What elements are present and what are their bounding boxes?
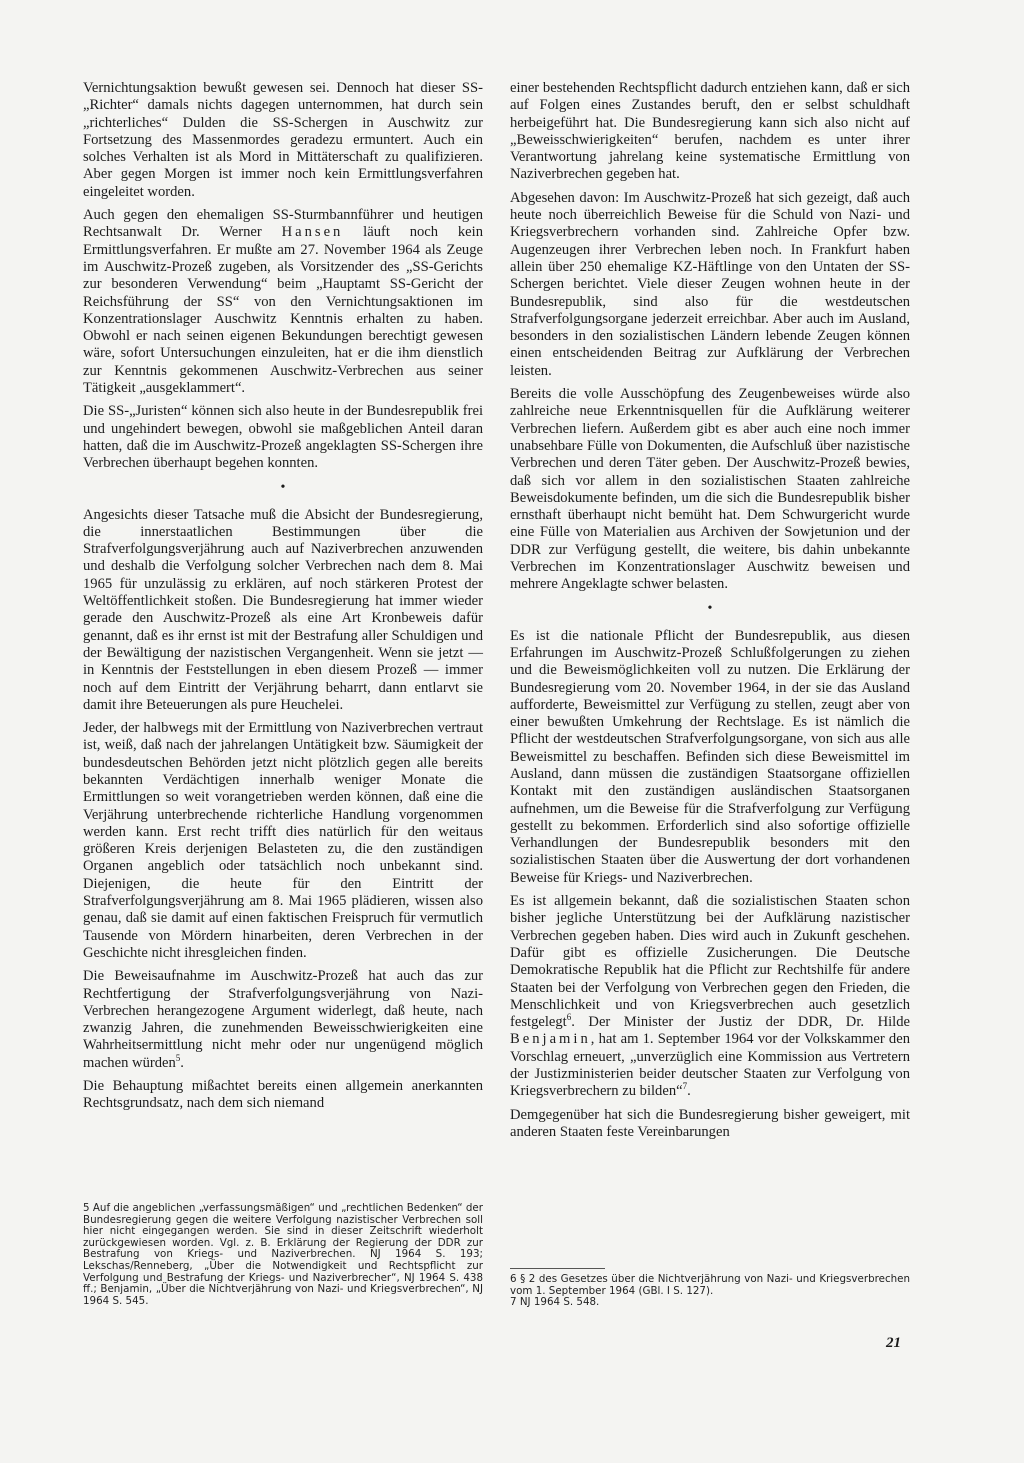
section-separator-left: • [280,479,286,495]
right-paragraph-5-middle: . Der Minister der Justiz der DDR, Dr. Hilde [571,1014,910,1031]
footnote-5: 5 Auf die angeblichen „verfassungsmäßigen“ und „rechtlichen Bedenken“ der Bundesregierung gegen die weitere Verfolgung nazistischer Verbrechen soll hier nicht eingegangen werden. Sie sind in dieser Zeitschrift wiederholt zurückgewiesen worden. Vgl. z. B. Erklärung der Regierung der DDR zur Bestrafung von Kriegs- und Naziverbrechen. NJ 1964 S. 193; Lekschas/Renneberg, „Über die Notwendigkeit und Rechtspflicht zur Verfolgung und Bestrafung der Kriegs- und Naziverbrecher“, NJ 1964 S. 438 ff.; Benjamin, „Über die Nichtverjährung von Nazi- und Kriegsverbrechen“, NJ 1964 S. 545. [83,1202,483,1307]
left-paragraph-1: Vernichtungsaktion bewußt gewesen sei. Dennoch hat dieser SS-„Richter“ damals nichts dagegen unternommen, hat durch sein „richterliches“ Dulden die SS-Schergen in Auschwitz zur Fortsetzung des Massenmordes geradezu ermuntert. Auch ein solches Verhalten ist als Mord in Mittäterschaft zu qualifizieren. Aber gegen Morgen ist immer noch kein Ermittlungsverfahren eingeleitet worden. [83,80,483,200]
right-paragraph-5-end: . [687,1083,691,1100]
footnotes-right [510,1274,910,1309]
right-paragraph-5-rest: , hat am 1. September 1964 vor der Volkskammer den Vorschlag erneuert, „unverzüglich eine Kommission aus Vertretern der Justizministerien beider deutscher Staaten zur Verfolgung von Kriegsverbrechern zu bilden“ [510,1031,910,1100]
right-paragraph-1: einer bestehenden Rechtspflicht dadurch entziehen kann, daß er sich auf Folgen eines Zustandes beruft, den er selbst schuldhaft herbeigeführt hat. Die Bundesregierung kann sich also nicht auf „Beweisschwierigkeiten“ berufen, nachdem es unter ihrer Verantwortung jahrelang keine systematische Ermittlung von Naziverbrechen gegeben hat. [510,80,910,183]
right-paragraph-6: Demgegenüber hat sich die Bundesregierung bisher geweigert, mit anderen Staaten feste Vereinbarungen [510,1106,910,1140]
left-paragraph-5: Jeder, der halbwegs mit der Ermittlung von Naziverbrechen vertraut ist, weiß, daß nach der jahrelangen Untätigkeit bzw. Säumigkeit der bundesdeutschen Behörden jetzt nicht plötzlich gegen alle bereits bekannten Verdächtigen innerhalb weniger Monate die Ermittlungen so weit vorangetrieben werden können, daß eine die Verjährung unterbrechende richterliche Handlung vorgenommen werden kann. Erst recht trifft dies natürlich für den weitaus größeren Kreis derjenigen Belasteten zu, die den zuständigen Organen angeblich oder tatsächlich noch unbekannt sind. Diejenigen, die heute für den Eintritt der Strafverfolgungsverjährung am 8. Mai 1965 plädieren, wissen also genau, daß sie damit auf einen faktischen Freispruch für vermutlich Tausende von Mördern hinarbeiten, deren Verbrechen in der Geschichte nicht ihresgleichen finden. [83,720,483,961]
left-paragraph-4: Angesichts dieser Tatsache muß die Absicht der Bundesregierung, die innerstaatlichen Bestimmungen über die Strafverfolgungsverjährung auch auf Naziverbrechen anzuwenden und deshalb die Verfolgung solcher Verbrechen nach dem 8. Mai 1965 für unzulässig zu erklären, auf noch stärkeren Protest der Weltöffentlichkeit stoßen. Die Bundesregierung hat immer wieder gerade den Auschwitz-Prozeß als eine Art Kronbeweis dafür genannt, daß es ihr ernst ist mit der Bestrafung aller Schuldigen und der Bewältigung der nazistischen Vergangenheit. Wenn sie jetzt — in Kenntnis der Feststellungen in eben diesem Prozeß — immer noch auf dem Eintritt der Verjährung beharrt, dann entlarvt sie damit ihre Beteuerungen als pure Heuchelei. [83,506,483,713]
footnote-ref-6: 6 [566,1012,572,1023]
right-paragraph-4: Es ist die nationale Pflicht der Bundesrepublik, aus diesen Erfahrungen im Auschwitz-Prozeß Schlußfolgerungen zu ziehen und die Beweismöglichkeiten voll zu nutzen. Die Erklärung der Bundesregierung vom 20. November 1964, in der sie das Ausland aufforderte, Beweismittel zur Verfügung zu stellen, zeugt aber von einer bewußten Umkehrung der Rechtslage. Es ist nämlich die Pflicht der westdeutschen Strafverfolgungsorgane, von sich aus alle Beweismittel zu beschaffen. Befinden sich diese Beweismittel im Ausland, dann müssen die zuständigen Staatsorgane offiziellen Kontakt mit den zuständigen ausländischen Staatsorganen aufnehmen, um die Beweise für die Strafverfolgung zur Verfügung gestellt zu bekommen. Erforderlich sind also sofortige offizielle Verhandlungen der Bundesrepublik besonders mit den sozialistischen Staaten über die Auswertung der dort vorhandenen Beweise für Kriegs- und Naziverbrechen. [510,627,910,886]
right-paragraph-3: Bereits die volle Ausschöpfung des Zeugenbeweises würde also zahlreiche neue Erkenntnisquellen für die Aufklärung weiterer Verbrechen liefern. Außerdem gibt es aber auch eine noch immer unabsehbare Fülle von Dokumenten, die Aufschluß über nazistische Verbrechen und deren Täter geben. Der Auschwitz-Prozeß bewies, daß sich vor allem in den sozialistischen Staaten zahlreiche Beweisdokumente befinden, um die sich die Bundesrepublik bisher ernsthaft überhaupt nicht bemüht hat. Dem Schwurgericht wurde eine Fülle von Materialien aus Archiven der Sowjetunion und der DDR zur Verfügung gestellt, die weitere, bis dahin unbekannte Verbrechen im Konzentrationslager Auschwitz beweisen und mehrere Angeklagte schwer belasten. [510,386,910,593]
footnote-6: 6 § 2 des Gesetzes über die Nichtverjährung von Nazi- und Kriegsverbrechen vom 1. September 1964 (GBl. I S. 127). [510,1273,910,1297]
left-paragraph-6-end: . [180,1054,184,1071]
footnotes-left [83,1203,483,1307]
left-column [83,80,483,1119]
left-paragraph-2 [83,207,483,397]
left-paragraph-2-start: Auch gegen den ehemaligen SS-Sturmbannführer und heutigen Rechtsanwalt Dr. Werner [83,207,483,241]
footnote-ref-5: 5 [175,1052,181,1063]
left-paragraph-7: Die Behauptung mißachtet bereits einen allgemein anerkannten Rechtsgrundsatz, nach dem sich niemand [83,1078,483,1112]
footnote-rule [510,1268,605,1269]
name-hansen: Hansen [281,224,344,241]
left-paragraph-2-rest: läuft noch kein Ermittlungsverfahren. Er mußte am 27. November 1964 als Zeuge im Auschwitz-Prozeß zugeben, als Vorsitzender des „SS-Gerichts zur besonderen Verwendung“ beim „Hauptamt SS-Gericht der Reichsführung der SS“ von den Vernichtungsaktionen im Konzentrationslager Auschwitz Kenntnis erhalten zu haben. Obwohl er nach seinen eigenen Bekundungen berechtigt gewesen wäre, sofort Untersuchungen einzuleiten, hat er die ihm dienstlich zur Kenntnis gekommenen Auschwitz-Verbrechen aus seiner Tätigkeit „ausgeklammert“. [83,224,483,397]
right-paragraph-5 [510,893,910,1101]
name-benjamin: Benjamin [510,1031,591,1048]
footnote-ref-7: 7 [682,1081,688,1092]
page-number: 21 [886,1335,901,1351]
right-column [510,80,910,1147]
left-paragraph-3: Die SS-„Juristen“ können sich also heute in der Bundesrepublik frei und ungehindert bewegen, obwohl sie maßgeblichen Anteil daran hatten, daß die im Auschwitz-Prozeß angeklagten SS-Schergen ihre Verbrechen überhaupt begehen konnten. [83,403,483,472]
left-paragraph-6-text: Die Beweisaufnahme im Auschwitz-Prozeß hat auch das zur Rechtfertigung der Strafverfolgungsverjährung von Nazi-Verbrechen herangezogene Argument widerlegt, daß heute, nach zwanzig Jahren, die zunehmenden Beweisschwierigkeiten eine Wahrheitsermittlung nicht mehr oder nur ungenügend möglich machen würden [83,968,483,1071]
right-paragraph-2: Abgesehen davon: Im Auschwitz-Prozeß hat sich gezeigt, daß auch heute noch überreichlich Beweise für die Schuld von Nazi- und Kriegsverbrechern vorhanden sind. Zahlreiche Opfer bzw. Augenzeugen ihrer Verbrechen leben noch. In Frankfurt haben allein über 250 ehemalige KZ-Häftlinge von den Untaten der SS-Schergen berichtet. Viele dieser Zeugen wohnen heute in der Bundesrepublik, sind also für die westdeutschen Strafverfolgungsorgane jederzeit erreichbar. Aber auch im Ausland, besonders in den sozialistischen Ländern lebende Zeugen können einen entscheidenden Beitrag zur Aufklärung der Verbrechen leisten. [510,189,910,379]
section-separator-right: • [707,600,713,616]
footnote-7: 7 NJ 1964 S. 548. [510,1296,600,1309]
left-paragraph-6 [83,968,483,1072]
right-paragraph-5-start: Es ist allgemein bekannt, daß die sozialistischen Staaten schon bisher jegliche Unterstützung bei der Aufklärung nazistischer Verbrechen gegeben haben. Dies wird auch in Zukunft geschehen. Dafür gibt es offizielle Zusicherungen. Die Deutsche Demokratische Republik hat die Pflicht zur Rechtshilfe für andere Staaten bei der Verfolgung von Verbrechen gegen den Frieden, die Menschlichkeit und von Kriegsverbrechen auch gesetzlich festgelegt [510,893,910,1031]
